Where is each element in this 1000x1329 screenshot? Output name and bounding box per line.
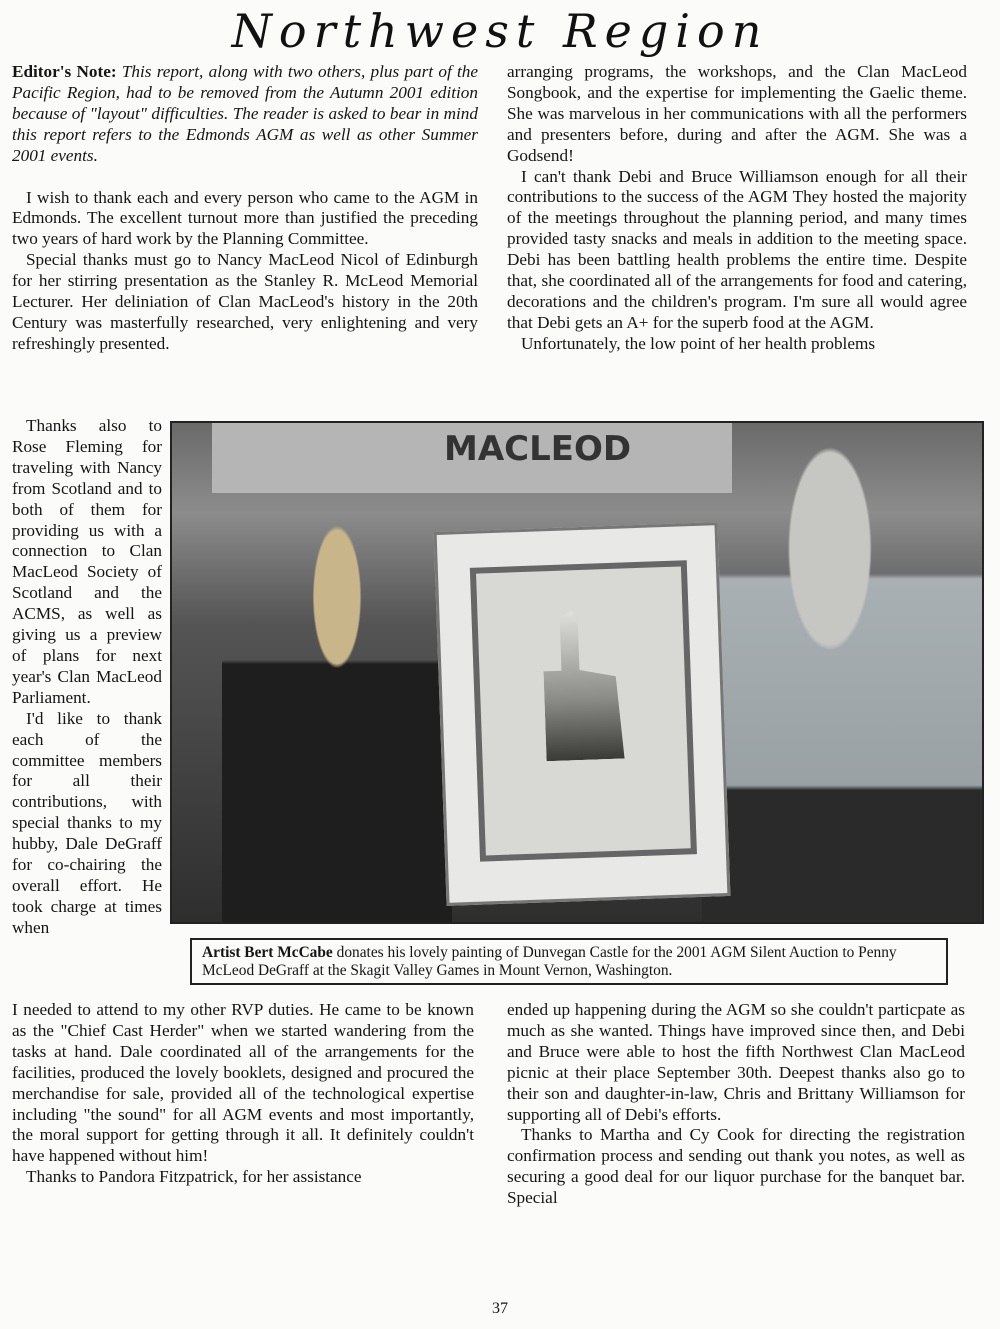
castle-painting	[517, 608, 642, 762]
paragraph: Thanks to Pandora Fitzpatrick, for her assistance	[26, 1167, 362, 1187]
left-column-top	[12, 62, 478, 355]
left-column-bottom	[12, 1000, 474, 1188]
paragraph: I needed to attend to my other RVP duties. He came to be known as the "Chief Cast Herder" when we started wandering from the tasks at hand. Dale coordinated all of the arrangements for the facilities, produced the lovely booklets, designed and procured the merchandise for sale, provided all of the technological expertise including "the sound" for all AGM events and most importantly, the moral support for getting through it all. It definitely couldn't have happened without him!	[12, 1000, 474, 1166]
paragraph: ended up happening during the AGM so she couldn't particpate as much as she wanted. Things have improved since then, and Debi and Bruce were able to host the fifth Northwest Clan MacLeod picnic at their place September 30th. Deepest thanks also go to their son and daughter-in-law, Chris and Brittany Williamson for supporting all of Debi's efforts.	[507, 1000, 965, 1124]
paragraph: I'd like to thank each of the committee members for all their contributions, with special thanks to my hubby, Dale DeGraff for co-chairing the overall effort. He took charge at times when	[12, 708, 162, 937]
right-column-bottom	[507, 1000, 965, 1209]
event-photo	[170, 421, 984, 924]
paragraph: Thanks to Martha and Cy Cook for directing the registration confirmation process and sending out thank you notes, as well as securing a good deal for our liquor purchase for the banquet bar. Special	[507, 1125, 965, 1208]
narrow-column	[12, 416, 162, 939]
framed-painting	[434, 522, 731, 906]
right-column-top	[507, 62, 967, 355]
paragraph: Special thanks must go to Nancy MacLeod Nicol of Edinburgh for her stirring presentation as the Stanley R. McLeod Memorial Lecturer. Her deliniation of Clan MacLeod's history in the 20th Century was masterfully researched, very enlightening and very refreshingly presented.	[12, 250, 478, 353]
paragraph: Unfortunately, the low point of her health problems	[521, 333, 876, 353]
editors-note: Editor's Note: This report, along with two others, plus part of the Pacific Region, had to be removed from the Autumn 2001 edition because of "layout" difficulties. The reader is asked to bear in mind this report refers to the Edmonds AGM as well as other Summer 2001 events.	[12, 62, 478, 165]
man-figure	[702, 423, 984, 924]
photo-caption: Artist Bert McCabe donates his lovely painting of Dunvegan Castle for the 2001 AGM Silent Auction to Penny McLeod DeGraff at the Skagit Valley Games in Mount Vernon, Washington.	[190, 938, 948, 985]
page-number: 37	[492, 1300, 508, 1317]
page-title: Northwest Region	[231, 4, 769, 58]
paragraph: Thanks also to Rose Fleming for traveling with Nancy from Scotland and to both of them for providing us with a connection to Clan MacLeod Society of Scotland and the ACMS, as well as giving us a preview of plans for next year's Clan MacLeod Parliament.	[12, 416, 162, 707]
clan-banner: MACLEOD	[212, 423, 732, 493]
paragraph: I wish to thank each and every person who came to the AGM in Edmonds. The excellent turnout more than justified the preceding two years of hard work by the Planning Committee.	[12, 187, 478, 249]
paragraph: I can't thank Debi and Bruce Williamson enough for all their contributions to the success of the AGM They hosted the majority of the meetings throughout the planning period, and many times provided tasty snacks and meals in addition to the meeting space. Debi has been battling health problems the entire time. Despite that, she coordinated all of the arrangements for food and catering, decorations and the children's program. I'm sure all would agree that Debi gets an A+ for the superb food at the AGM.	[507, 166, 967, 332]
paragraph: arranging programs, the workshops, and the Clan MacLeod Songbook, and the expertise for implementing the Gaelic theme. She was marvelous in her communications with all the performers and presenters before, during and after the AGM. She was a Godsend!	[507, 62, 967, 165]
woman-figure	[222, 513, 452, 924]
